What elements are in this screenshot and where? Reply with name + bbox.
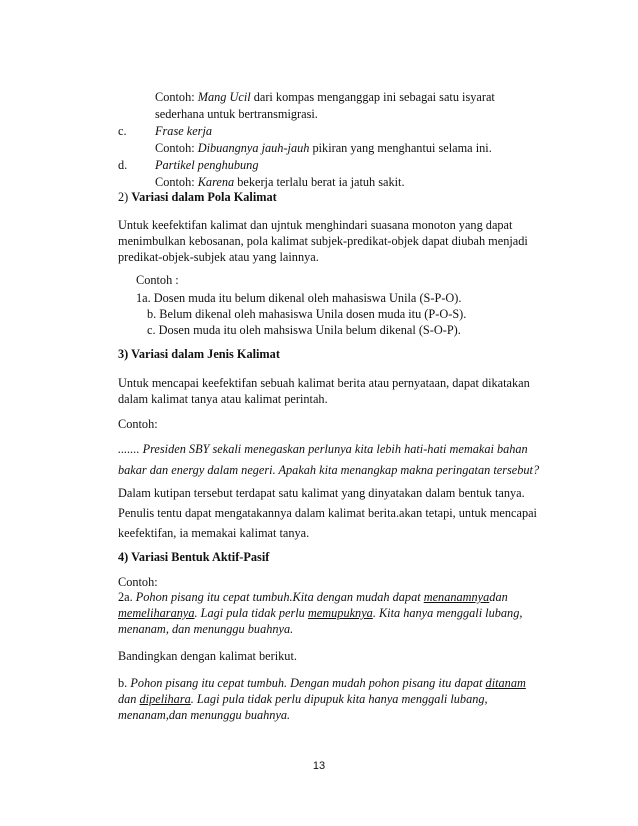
section-4-heading: 4) Variasi Bentuk Aktif-Pasif bbox=[118, 550, 270, 564]
list-c-title: Frase kerja bbox=[155, 124, 213, 138]
section-2-example: b. Belum dikenal oleh mahasiswa Unila dosen muda itu (P-O-S). bbox=[147, 307, 467, 321]
underlined-word: menanamnya bbox=[423, 590, 490, 604]
example-text: dari kompas menganggap ini sebagai satu isyarat bbox=[253, 90, 495, 104]
example-text: . Kita hanya menggali lubang, bbox=[372, 606, 523, 620]
list-b-example-cont: sederhana untuk bertransmigrasi. bbox=[155, 107, 318, 121]
example-text: . Lagi pula tidak perlu dipupuk kita hanya menggali lubang, bbox=[190, 692, 488, 706]
contoh-label: Contoh: bbox=[155, 175, 195, 189]
section-3-quote-line: ....... Presiden SBY sekali menegaskan perlunya kita lebih hati-hati memakai bahan bbox=[118, 442, 528, 456]
example-b-line-3: menanam,dan menunggu buahnya. bbox=[118, 708, 291, 722]
list-b-example bbox=[155, 90, 495, 105]
example-italic: Mang Ucil bbox=[197, 90, 251, 104]
underlined-word: dipelihara bbox=[139, 692, 191, 706]
section-2-para-line: Untuk keefektifan kalimat dan ujntuk menghindari suasana monoton yang dapat bbox=[118, 218, 513, 232]
example-b-line-1 bbox=[118, 676, 526, 691]
example-text: dan bbox=[489, 590, 508, 604]
example-text: pikiran yang menghantui selama ini. bbox=[312, 141, 492, 155]
section-2-example: c. Dosen muda itu oleh mahsiswa Unila belum dikenal (S-O-P). bbox=[147, 323, 461, 337]
section-2-heading bbox=[118, 190, 277, 205]
section-3-para-line: Untuk mencapai keefektifan sebuah kalimat berita atau pernyataan, dapat dikatakan bbox=[118, 376, 530, 390]
list-marker-c: c. bbox=[118, 124, 127, 138]
example-text: Pohon pisang itu cepat tumbuh.Kita dengan mudah dapat bbox=[135, 590, 421, 604]
list-marker-d: d. bbox=[118, 158, 128, 172]
section-2-example: 1a. Dosen muda itu belum dikenal oleh mahasiswa Unila (S-P-O). bbox=[136, 291, 462, 305]
section-3-para2-line: Penulis tentu dapat mengatakannya dalam kalimat berita.akan tetapi, untuk mencapai bbox=[118, 506, 537, 520]
section-4-contoh-label: Contoh: bbox=[118, 575, 158, 589]
list-c-example bbox=[155, 141, 492, 156]
section-2-contoh-label: Contoh : bbox=[136, 273, 179, 287]
example-text: Pohon pisang itu cepat tumbuh. Dengan mudah pohon pisang itu dapat bbox=[130, 676, 483, 690]
example-2a-line-3: menanam, dan menunggu buahnya. bbox=[118, 622, 294, 636]
contoh-label: Contoh: bbox=[155, 141, 195, 155]
example-italic: Karena bbox=[197, 175, 235, 189]
section-number: 2) bbox=[118, 190, 129, 204]
section-2-para-line: menimbulkan kebosanan, pola kalimat subjek-predikat-objek dapat diubah menjadi bbox=[118, 234, 528, 248]
example-2a-line-2 bbox=[118, 606, 522, 621]
compare-text: Bandingkan dengan kalimat berikut. bbox=[118, 649, 297, 663]
example-text: bekerja terlalu berat ia jatuh sakit. bbox=[237, 175, 405, 189]
example-italic: Dibuangnya jauh-jauh bbox=[197, 141, 310, 155]
example-number: 2a. bbox=[118, 590, 133, 604]
section-3-para-line: dalam kalimat tanya atau kalimat perintah. bbox=[118, 392, 328, 406]
underlined-word: memupuknya bbox=[307, 606, 373, 620]
example-number: b. bbox=[118, 676, 128, 690]
contoh-label: Contoh: bbox=[155, 90, 195, 104]
section-3-heading: 3) Variasi dalam Jenis Kalimat bbox=[118, 347, 280, 361]
list-d-example bbox=[155, 175, 405, 190]
section-title: Variasi dalam Pola Kalimat bbox=[131, 190, 277, 204]
example-text: dan bbox=[118, 692, 137, 706]
page-number: 13 bbox=[312, 760, 326, 772]
section-3-quote-line: bakar dan energy dalam negeri. Apakah kita menangkap makna peringatan tersebut? bbox=[118, 463, 540, 477]
section-3-contoh-label: Contoh: bbox=[118, 417, 158, 431]
example-b-line-2 bbox=[118, 692, 488, 707]
underlined-word: memeliharanya bbox=[118, 606, 195, 620]
example-2a-line-1 bbox=[118, 590, 508, 605]
underlined-word: ditanam bbox=[485, 676, 526, 690]
section-3-para2-line: keefektifan, ia memakai kalimat tanya. bbox=[118, 526, 310, 540]
section-3-para2-line: Dalam kutipan tersebut terdapat satu kalimat yang dinyatakan dalam bentuk tanya. bbox=[118, 486, 525, 500]
list-d-title: Partikel penghubung bbox=[155, 158, 259, 172]
section-2-para-line: predikat-objek-subjek atau yang lainnya. bbox=[118, 250, 319, 264]
example-text: . Lagi pula tidak perlu bbox=[194, 606, 305, 620]
